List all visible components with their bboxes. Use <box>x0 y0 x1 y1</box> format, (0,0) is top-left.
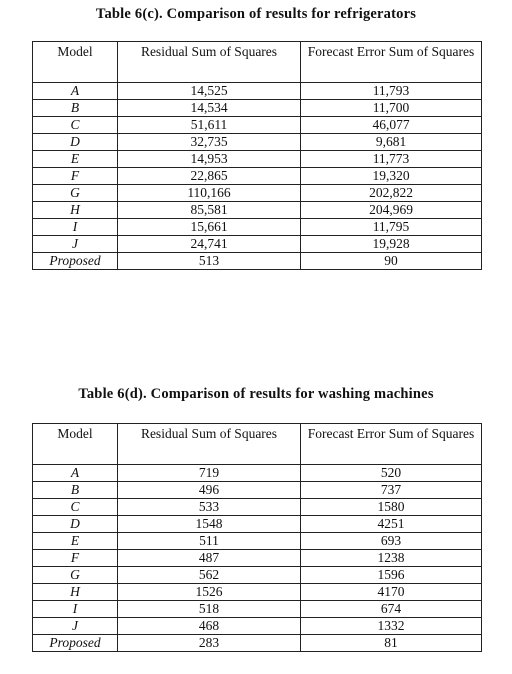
residual-cell: 85,581 <box>118 202 301 219</box>
table-row <box>33 202 482 219</box>
table-row <box>33 168 482 185</box>
table-caption-washing-machines: Table 6(d). Comparison of results for washing machines <box>78 386 434 402</box>
residual-cell: 487 <box>118 550 301 567</box>
residual-cell: 496 <box>118 482 301 499</box>
residual-cell: 468 <box>118 618 301 635</box>
model-cell: C <box>33 117 118 134</box>
table-row <box>33 151 482 168</box>
residual-cell: 533 <box>118 499 301 516</box>
table-row <box>33 185 482 202</box>
table-row <box>33 550 482 567</box>
forecast-error-cell: 11,793 <box>301 83 482 100</box>
table-row <box>33 236 482 253</box>
forecast-error-cell: 674 <box>301 601 482 618</box>
forecast-error-cell: 9,681 <box>301 134 482 151</box>
residual-cell: 51,611 <box>118 117 301 134</box>
model-cell: A <box>33 465 118 482</box>
residual-cell: 511 <box>118 533 301 550</box>
residual-cell: 1548 <box>118 516 301 533</box>
table-row <box>33 219 482 236</box>
residual-cell: 24,741 <box>118 236 301 253</box>
residual-cell: 1526 <box>118 584 301 601</box>
forecast-error-cell: 1580 <box>301 499 482 516</box>
forecast-error-cell: 737 <box>301 482 482 499</box>
forecast-error-cell: 81 <box>301 635 482 652</box>
model-cell: D <box>33 134 118 151</box>
model-cell: G <box>33 185 118 202</box>
table-row <box>33 117 482 134</box>
table-row <box>33 134 482 151</box>
forecast-error-cell: 11,700 <box>301 100 482 117</box>
model-cell: I <box>33 601 118 618</box>
forecast-error-cell: 4170 <box>301 584 482 601</box>
forecast-error-cell: 204,969 <box>301 202 482 219</box>
model-cell: Proposed <box>33 635 118 652</box>
forecast-error-cell: 4251 <box>301 516 482 533</box>
forecast-error-cell: 1332 <box>301 618 482 635</box>
model-cell: B <box>33 100 118 117</box>
table-row <box>33 567 482 584</box>
model-cell: G <box>33 567 118 584</box>
model-cell: J <box>33 618 118 635</box>
table-row <box>33 499 482 516</box>
residual-cell: 518 <box>118 601 301 618</box>
model-cell: E <box>33 533 118 550</box>
residual-cell: 110,166 <box>118 185 301 202</box>
forecast-error-cell: 1596 <box>301 567 482 584</box>
column-header-model: Model <box>33 42 118 83</box>
forecast-error-cell: 202,822 <box>301 185 482 202</box>
table-row <box>33 618 482 635</box>
forecast-error-cell: 11,795 <box>301 219 482 236</box>
residual-cell: 283 <box>118 635 301 652</box>
model-cell: C <box>33 499 118 516</box>
residual-cell: 562 <box>118 567 301 584</box>
table-row <box>33 635 482 652</box>
model-cell: A <box>33 83 118 100</box>
residual-cell: 14,525 <box>118 83 301 100</box>
model-cell: F <box>33 168 118 185</box>
table-row <box>33 253 482 270</box>
model-cell: I <box>33 219 118 236</box>
results-table-refrigerators <box>32 41 482 270</box>
forecast-error-cell: 11,773 <box>301 151 482 168</box>
residual-cell: 14,534 <box>118 100 301 117</box>
residual-cell: 14,953 <box>118 151 301 168</box>
table-row <box>33 533 482 550</box>
model-cell: H <box>33 202 118 219</box>
forecast-error-cell: 19,928 <box>301 236 482 253</box>
table-row <box>33 516 482 533</box>
model-cell: Proposed <box>33 253 118 270</box>
residual-cell: 719 <box>118 465 301 482</box>
residual-cell: 32,735 <box>118 134 301 151</box>
model-cell: E <box>33 151 118 168</box>
table-row <box>33 584 482 601</box>
model-cell: H <box>33 584 118 601</box>
table-row <box>33 100 482 117</box>
model-cell: B <box>33 482 118 499</box>
table-row <box>33 83 482 100</box>
forecast-error-cell: 90 <box>301 253 482 270</box>
table-caption-refrigerators: Table 6(c). Comparison of results for refrigerators <box>95 6 417 22</box>
column-header-forecast-error: Forecast Error Sum of Squares <box>301 424 482 465</box>
model-cell: D <box>33 516 118 533</box>
table-header-row <box>33 42 482 83</box>
residual-cell: 15,661 <box>118 219 301 236</box>
model-cell: J <box>33 236 118 253</box>
column-header-residual: Residual Sum of Squares <box>118 424 301 465</box>
forecast-error-cell: 520 <box>301 465 482 482</box>
table-header-row <box>33 424 482 465</box>
column-header-model: Model <box>33 424 118 465</box>
forecast-error-cell: 46,077 <box>301 117 482 134</box>
column-header-residual: Residual Sum of Squares <box>118 42 301 83</box>
results-table-washing-machines <box>32 423 482 652</box>
column-header-forecast-error: Forecast Error Sum of Squares <box>301 42 482 83</box>
model-cell: F <box>33 550 118 567</box>
table-row <box>33 465 482 482</box>
residual-cell: 513 <box>118 253 301 270</box>
forecast-error-cell: 693 <box>301 533 482 550</box>
forecast-error-cell: 1238 <box>301 550 482 567</box>
forecast-error-cell: 19,320 <box>301 168 482 185</box>
table-row <box>33 601 482 618</box>
residual-cell: 22,865 <box>118 168 301 185</box>
table-row <box>33 482 482 499</box>
